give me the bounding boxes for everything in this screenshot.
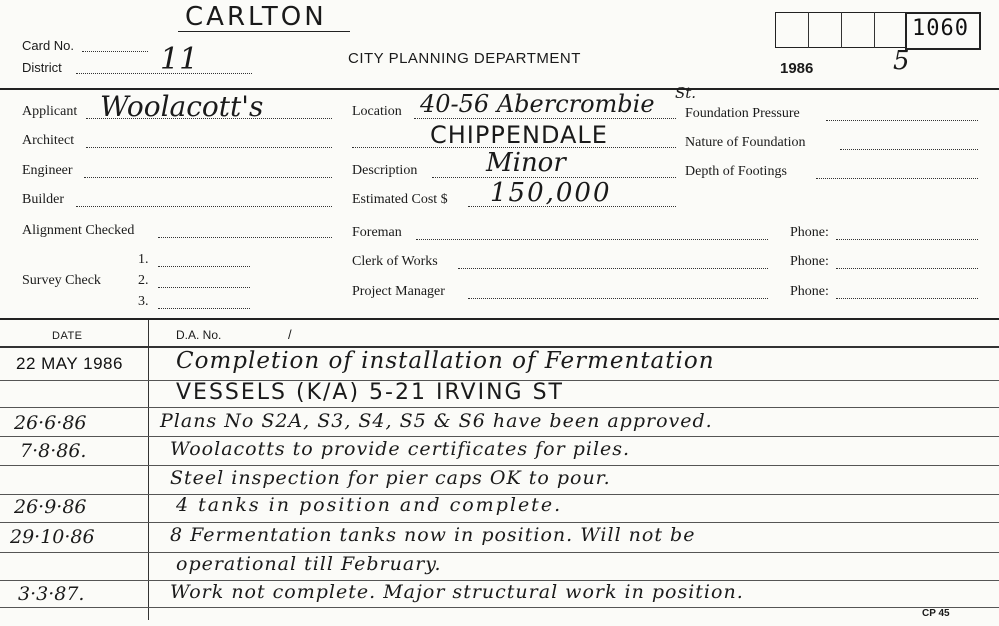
log-row-rule bbox=[0, 522, 999, 523]
foreman-dots bbox=[416, 239, 768, 240]
applicant-label: Applicant bbox=[22, 104, 78, 119]
district-value: 11 bbox=[160, 42, 199, 77]
depth-label: Depth of Footings bbox=[685, 164, 787, 179]
builder-label: Builder bbox=[22, 192, 64, 207]
survey-dots-2 bbox=[158, 287, 250, 288]
log-text: 4 tanks in position and complete. bbox=[176, 494, 563, 516]
log-row-rule bbox=[0, 436, 999, 437]
foreman-phone-dots bbox=[836, 239, 978, 240]
estimated-cost-label: Estimated Cost $ bbox=[352, 192, 448, 207]
survey-label: Survey Check bbox=[22, 273, 101, 288]
log-row-rule bbox=[0, 607, 999, 608]
pm-label: Project Manager bbox=[352, 284, 445, 299]
log-date: 7·8·86. bbox=[20, 440, 87, 462]
clerk-label: Clerk of Works bbox=[352, 254, 438, 269]
location-label: Location bbox=[352, 104, 402, 119]
box-divider bbox=[841, 12, 842, 48]
log-text: Work not complete. Major structural work in position. bbox=[170, 581, 744, 603]
date-column-divider bbox=[148, 320, 149, 620]
box-divider bbox=[808, 12, 809, 48]
foundation-pressure-label: Foundation Pressure bbox=[685, 106, 800, 121]
log-date: 26·6·86 bbox=[14, 412, 87, 434]
location-suffix: St. bbox=[675, 84, 697, 102]
da-header: D.A. No. bbox=[176, 328, 222, 342]
month-mark: 5 bbox=[893, 46, 910, 76]
description-label: Description bbox=[352, 163, 418, 178]
location-value: 40-56 Abercrombie bbox=[420, 90, 655, 118]
description-value: Minor bbox=[486, 148, 566, 178]
pm-dots bbox=[468, 298, 768, 299]
log-date: 26·9·86 bbox=[14, 496, 87, 518]
location-dots bbox=[414, 118, 676, 119]
district-label: District bbox=[22, 60, 62, 75]
card-no-label: Card No. bbox=[22, 38, 75, 53]
architect-dots bbox=[86, 147, 332, 148]
log-row-rule bbox=[0, 465, 999, 466]
nature-label: Nature of Foundation bbox=[685, 135, 806, 150]
clerk-phone-label: Phone: bbox=[790, 254, 829, 269]
log-row-rule bbox=[0, 552, 999, 553]
suburb-underline bbox=[178, 31, 350, 32]
log-top-rule bbox=[0, 318, 999, 320]
log-date: 29·10·86 bbox=[10, 526, 95, 548]
location-line2: CHIPPENDALE bbox=[430, 121, 608, 149]
log-date: 22 MAY 1986 bbox=[16, 354, 123, 373]
survey-dots-3 bbox=[158, 308, 250, 309]
form-code: CP 45 bbox=[922, 608, 950, 619]
box-divider bbox=[874, 12, 875, 48]
log-text: operational till February. bbox=[176, 553, 442, 575]
log-text: Plans No S2A, S3, S4, S5 & S6 have been approved. bbox=[160, 410, 713, 432]
clerk-dots bbox=[458, 268, 768, 269]
da-value: / bbox=[288, 327, 292, 342]
foreman-phone-label: Phone: bbox=[790, 225, 829, 240]
builder-dots bbox=[76, 206, 332, 207]
survey-dots-1 bbox=[158, 266, 250, 267]
alignment-label: Alignment Checked bbox=[22, 223, 135, 238]
survey-item-1: 1. bbox=[138, 252, 149, 267]
pm-phone-label: Phone: bbox=[790, 284, 829, 299]
survey-item-3: 3. bbox=[138, 294, 149, 309]
log-text: VESSELS (K/A) 5-21 IRVING ST bbox=[176, 380, 564, 405]
estimated-cost-value: 150,000 bbox=[490, 178, 612, 208]
architect-label: Architect bbox=[22, 133, 75, 148]
log-text: Woolacotts to provide certificates for piles. bbox=[170, 438, 631, 460]
foreman-label: Foreman bbox=[352, 225, 402, 240]
clerk-phone-dots bbox=[836, 268, 978, 269]
suburb-handwritten: CARLTON bbox=[185, 2, 327, 32]
log-date: 3·3·87. bbox=[18, 583, 85, 605]
foundation-pressure-dots bbox=[826, 120, 978, 121]
pm-phone-dots bbox=[836, 298, 978, 299]
alignment-dots bbox=[158, 237, 332, 238]
engineer-dots bbox=[84, 177, 332, 178]
card-number: 1060 bbox=[912, 16, 969, 41]
survey-item-2: 2. bbox=[138, 273, 149, 288]
card-no-dots bbox=[82, 51, 148, 52]
log-row-rule bbox=[0, 407, 999, 408]
log-text: Steel inspection for pier caps OK to pour. bbox=[170, 467, 611, 489]
department-title: CITY PLANNING DEPARTMENT bbox=[348, 50, 581, 67]
date-header: DATE bbox=[52, 330, 83, 342]
depth-dots bbox=[816, 178, 978, 179]
applicant-value: Woolacott's bbox=[100, 90, 264, 123]
log-text: 8 Fermentation tanks now in position. Will not be bbox=[170, 524, 696, 546]
year: 1986 bbox=[780, 60, 814, 77]
log-text: Completion of installation of Fermentation bbox=[176, 348, 715, 374]
engineer-label: Engineer bbox=[22, 163, 73, 178]
nature-dots bbox=[840, 149, 978, 150]
